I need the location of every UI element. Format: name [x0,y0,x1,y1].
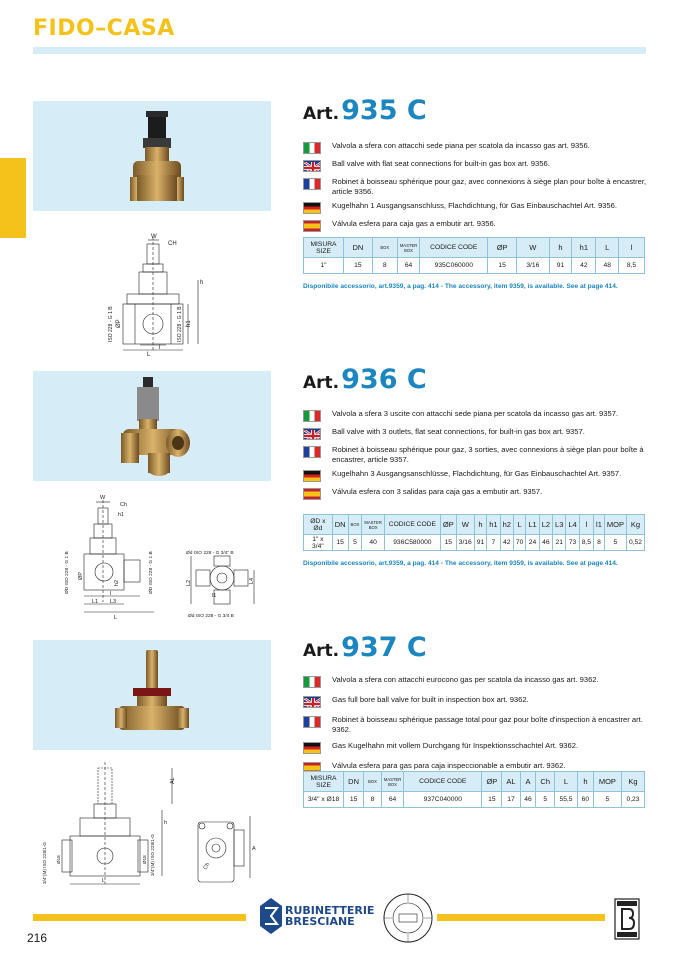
table-row: 3/4" x Ø18 15 8 64 937C040000 15 17 46 5 55,5 60 5 0,23 [304,792,645,808]
dim-w: W [100,495,106,501]
product-photo-935c [33,101,271,211]
descriptions-937c [303,675,648,779]
table-header-row: ØD x Ød DN BOX MASTER BOX CODICE CODE ØP W h h1 h2 L L1 L2 L3 L4 l l1 MOP Kg [304,515,645,535]
iso-label-top: Ød ISO 228 - G 3/4" B [186,551,234,556]
dim-L4: L4 [249,577,255,584]
spain-flag-icon [303,488,321,500]
dim-L1: L1 [92,599,99,605]
dim-ch: CH [168,241,177,247]
product-photo-936c [33,371,271,481]
footer-band-left [33,914,246,921]
dim-L: L [147,352,151,357]
description-row-en: Ball valve with flat seat connections for built-in gas box art. 9356. [303,159,648,172]
description-row-en: Gas full bore ball valve for built in inspection box art. 9362. [303,695,648,708]
accessory-note-935c: Disponibile accessorio, art.9359, a pag. 414 - The accessory, item 9359, is available. See at page 414. [303,283,618,290]
spain-flag-icon [303,220,321,232]
italy-flag-icon [303,410,321,422]
iso-label-bottom: Ød ISO 228 - G 3/4 B [188,614,234,619]
dim-w: W [151,234,157,240]
accessory-note-936c: Disponibile accessorio, art.9359, a pag. 414 - The accessory, item 9359, is available. See at page 414. [303,560,618,567]
dim-a: A [252,846,256,852]
description-row-fr: Robinet à boisseau sphérique passage total pour gaz pour boîte d'inspection à encastrer art. 9362. [303,715,648,734]
table-header-row: MISURA SIZE DN BOX MASTER BOX CODICE CODE ØP AL A Ch L h MOP Kg [304,772,645,792]
france-flag-icon [303,446,321,458]
iso-label-right: ISO 228 - G 1 B [177,306,183,342]
germany-flag-icon [303,742,321,754]
dim-L: L [102,878,106,884]
dim-ch: Ch [202,861,212,871]
dim-l-small: l [159,345,161,351]
dim-L3: L3 [110,599,117,605]
description-row-de: Kugelhahn 1 Ausgangsanschluss, Flachdichtung, für Gas Einbauschachtel Art. 9356. [303,201,648,214]
table-header-row: MISURA SIZE DN BOX MASTER BOX CODICE CODE ØP W h h1 L l [304,238,645,258]
iso-label-left: ØD ISO 228 - G 1 B [65,551,70,594]
descriptions-935c [303,141,648,237]
brand-title: FIDO–CASA [33,16,175,41]
rubinetterie-bresciane-logo: RUBINETTERIE BRESCIANE [260,898,374,934]
france-flag-icon [303,716,321,728]
germany-flag-icon [303,470,321,482]
spec-table-936c [303,514,645,551]
rb-logo-mark [260,898,282,934]
page-number: 216 [27,931,48,945]
bb-quality-mark [614,898,640,945]
iso-label-left: 3/4"(M) ISO 228/1-G [42,842,47,884]
description-row-fr: Robinet à boisseau sphérique pour gaz, avec connexions à siège plan pour boîte à encastrer, article 9356. [303,177,648,196]
technical-drawing-937c [40,760,280,895]
uk-flag-icon [303,428,321,440]
dim-L: L [114,615,118,621]
ball-valve-936c-image [33,371,271,481]
dim-al: AL [170,777,176,784]
iso-label-right: 3/4"(M) ISO 228/1-G [150,834,155,876]
description-row-it: Valvola a sfera con attacchi sede piana per scatola da incasso gas art. 9356. [303,141,648,154]
dim-op: ØP [78,572,84,580]
ball-valve-937c-image [33,640,271,750]
spec-table-937c [303,771,645,808]
article-title-936c: Art.936 C [303,364,427,395]
description-row-fr: Robinet à boisseau sphérique pour gaz, 3 sorties, avec connexions à siège plan pour boîte à encastrer, article 9357. [303,445,648,464]
dim-h2: h2 [114,579,120,586]
italy-flag-icon [303,676,321,688]
dim-op: ØP [116,319,122,328]
description-row-es: Válvula esfera con 3 salidas para caja gas a embutir art. 9357. [303,487,648,500]
description-row-it: Valvola a sfera con attacchi eurocono gas per scatola da incasso gas art. 9362. [303,675,648,688]
footer-band-right [437,914,605,921]
dim-L2: L2 [186,579,192,586]
table-row: 1" 15 8 64 935C060000 15 3/16 91 42 48 8,5 [304,258,645,274]
dim-d1: Ø18 [56,855,61,864]
iso-label-right: ØD ISO 228 - G 1 B [149,551,154,594]
spec-table-935c [303,237,645,274]
description-row-es: Válvula esfera para caja gas a embutir art. 9356. [303,219,648,232]
table-row: 1" x 3/4" 15 5 40 936C580000 15 3/16 91 7 42 70 24 46 21 73 8,5 8 5 0,52 [304,535,645,551]
dim-ch: Ch [120,502,128,508]
italy-flag-icon [303,142,321,154]
section-tab [0,158,26,238]
dim-h1: h1 [186,320,192,327]
uk-flag-icon [303,160,321,172]
iso-label-left: ISO 228 - G 1 B [108,306,114,342]
dim-l-small: l [110,591,112,597]
description-row-es: Válvula esfera para gas para caja inspeccionable a embutir art. 9362. [303,761,648,774]
ball-valve-935c-image [33,101,271,211]
header-band [33,47,646,54]
product-photo-937c [33,640,271,750]
france-flag-icon [303,178,321,190]
germany-flag-icon [303,202,321,214]
dim-h: h [200,280,204,286]
dim-l1: l1 [212,593,217,599]
description-row-en: Ball valve with 3 outlets, flat seat connections, for built-in gas box art. 9357. [303,427,648,440]
iso-certification-seal [382,892,434,949]
description-row-de: Gas Kugelhahn mit vollem Durchgang für Inspektionsschachtel Art. 9362. [303,741,648,754]
dim-h1: h1 [118,512,125,518]
description-row-de: Kugelhahn 3 Ausgangsanschlüsse, Flachdichtung, für Gas Einbauschachtel Art. 9357. [303,469,648,482]
uk-flag-icon [303,696,321,708]
article-title-935c: Art.935 C [303,95,427,126]
description-row-it: Valvola a sfera 3 uscite con attacchi sede piana per scatola da incasso gas art. 9357. [303,409,648,422]
technical-drawing-935c [80,232,230,362]
article-title-937c: Art.937 C [303,632,427,663]
dim-d2: Ø18 [142,855,147,864]
descriptions-936c [303,409,648,505]
dim-h: h [164,820,168,826]
technical-drawing-936c [56,494,276,629]
